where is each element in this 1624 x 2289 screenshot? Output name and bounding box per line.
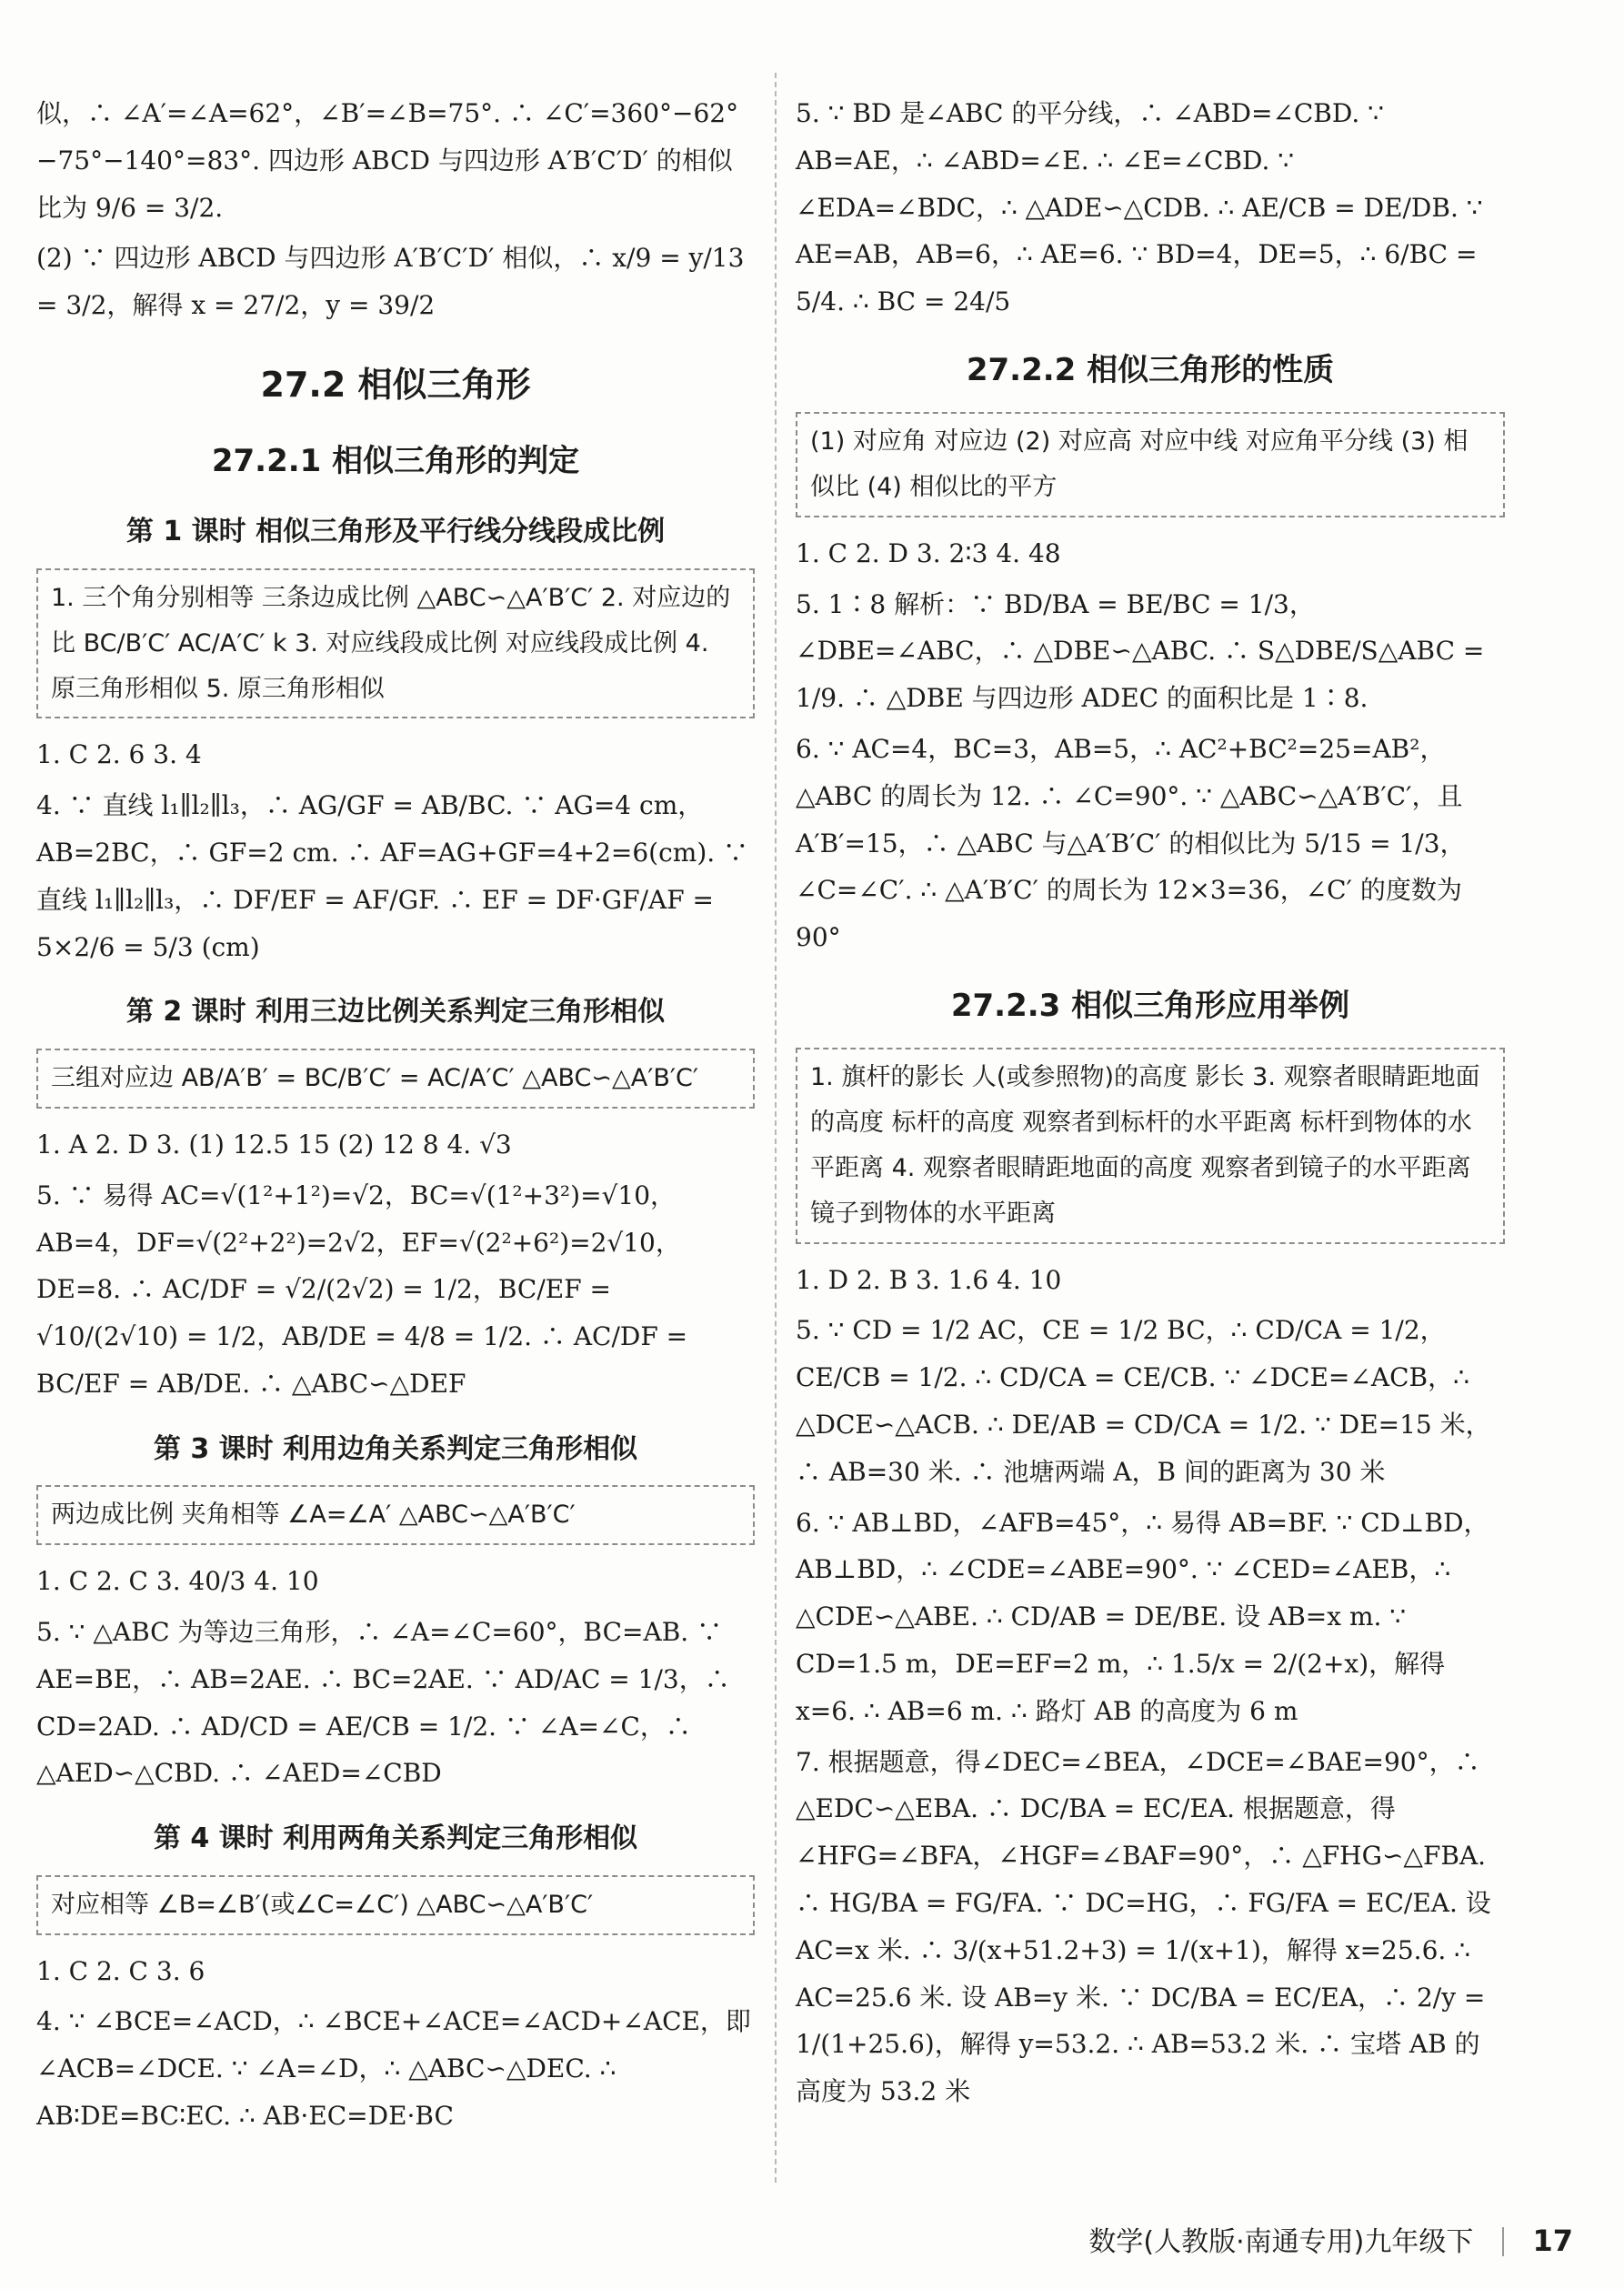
- answer-paragraph: 4. ∵ ∠BCE=∠ACD，∴ ∠BCE+∠ACE=∠ACD+∠ACE，即 ∠ACB=∠DCE. ∵ ∠A=∠D，∴ △ABC∽△DEC. ∴ AB∶DE=BC∶EC. ∴ AB·EC=DE·BC: [36, 2006, 751, 2131]
- answer-paragraph: 6. ∵ AC=4，BC=3，AB=5，∴ AC²+BC²=25=AB²，△ABC 的周长为 12. ∴ ∠C=90°. ∵ △ABC∽△A′B′C′，且 A′B′=15，∴ △ABC 与△A′B′C′ 的相似比为 5/15 = 1/3，∠C=∠C′. ∴ △A′B′C′ 的周长为 12×3=36，∠C′ 的度数为 90°: [796, 733, 1466, 953]
- lesson-title: 第 2 课时 利用三边比例关系判定三角形相似: [125, 996, 666, 1029]
- answer-paragraph: 6. ∵ AB⊥BD，∠AFB=45°，∴ 易得 AB=BF. ∵ CD⊥BD，AB⊥BD，∴ ∠CDE=∠ABE=90°. ∵ ∠CED=∠AEB，∴ △CDE∽△ABE. ∴ CD/AB = DE/BE. 设 AB=x m. ∵ CD=1.5 m，DE=EF=2 m，∴ 1.5/x = 2/(2+x)，解得 x=6. ∴ AB=6 m. ∴ 路灯 AB 的高度为 6 m: [796, 1507, 1489, 1726]
- subsection-title: 27.2.3 相似三角形应用举例: [950, 987, 1350, 1024]
- lesson-title: 第 4 课时 利用两角关系判定三角形相似: [153, 1822, 638, 1855]
- subsection-title: 27.2.2 相似三角形的性质: [966, 351, 1335, 388]
- answer-paragraph: 1. C 2. C 3. 6: [36, 1955, 206, 1986]
- key-points-box: 1. 旗杆的影长 人(或参照物)的高度 影长 3. 观察者眼睛距地面的高度 标杆的高度 观察者到标杆的水平距离 标杆到物体的水平距离 4. 观察者眼睛距地面的高度 观察者到镜子的水平距离 镜子到物体的水平距离: [796, 1048, 1505, 1244]
- column-divider: [775, 73, 777, 2183]
- answer-paragraph: 1. C 2. C 3. 40/3 4. 10: [36, 1566, 319, 1597]
- answer-paragraph: 4. ∵ 直线 l₁∥l₂∥l₃，∴ AG/GF = AB/BC. ∵ AG=4 cm，AB=2BC，∴ GF=2 cm. ∴ AF=AG+GF=4+2=6(cm). ∵ 直线 l₁∥l₂∥l₃，∴ DF/EF = AF/GF. ∴ EF = DF·GF/AF = 5×2/6 = 5/3 (cm): [36, 790, 749, 962]
- answer-paragraph: 5. 1∶8 解析：∵ BD/BA = BE/BC = 1/3，∠DBE=∠ABC，∴ △DBE∽△ABC. ∴ S△DBE/S△ABC = 1/9. ∴ △DBE 与四边形 ADEC 的面积比是 1∶8.: [796, 588, 1485, 714]
- page-footer: [0, 2219, 1573, 2259]
- right-column: [796, 86, 1505, 2119]
- key-points-box: (1) 对应角 对应边 (2) 对应高 对应中线 对应角平分线 (3) 相似比 (4) 相似比的平方: [796, 412, 1505, 517]
- lesson-title: 第 1 课时 相似三角形及平行线分线段成比例: [125, 516, 666, 548]
- answer-paragraph: 1. C 2. D 3. 2∶3 4. 48: [796, 537, 1061, 568]
- left-column: [36, 86, 755, 2143]
- key-points-box: 对应相等 ∠B=∠B′(或∠C=∠C′) △ABC∽△A′B′C′: [36, 1875, 755, 1935]
- footer-separator: [1502, 2227, 1504, 2256]
- subsection-title: 27.2.1 相似三角形的判定: [211, 443, 580, 480]
- answer-paragraph: 7. 根据题意，得∠DEC=∠BEA，∠DCE=∠BAE=90°，∴ △EDC∽△EBA. ∴ DC/BA = EC/EA. 根据题意，得∠HFG=∠BFA，∠HGF=∠BAF=90°，∴ △FHG∽△FBA. ∴ HG/BA = FG/FA. ∵ DC=HG，∴ FG/FA = EC/EA. 设 AC=x 米. ∴ 3/(x+51.2+3) = 1/(x+1)，解得 x=25.6. ∴ AC=25.6 米. 设 AB=y 米. ∵ DC/BA = EC/EA，∴ 2/y = 1/(1+25.6)，解得 y=53.2. ∴ AB=53.2 米. ∴ 宝塔 AB 的高度为 53.2 米: [796, 1746, 1491, 2107]
- answer-paragraph: (2) ∵ 四边形 ABCD 与四边形 A′B′C′D′ 相似，∴ x/9 = y/13 = 3/2，解得 x = 27/2，y = 39/2: [36, 243, 745, 321]
- page-number: 17: [1532, 2224, 1573, 2258]
- answer-paragraph: 似，∴ ∠A′=∠A=62°，∠B′=∠B=75°. ∴ ∠C′=360°−62°−75°−140°=83°. 四边形 ABCD 与四边形 A′B′C′D′ 的相似比为 9/6 = 3/2.: [36, 98, 739, 223]
- lesson-title: 第 3 课时 利用边角关系判定三角形相似: [153, 1432, 638, 1465]
- answer-paragraph: 5. ∵ BD 是∠ABC 的平分线，∴ ∠ABD=∠CBD. ∵ AB=AE，∴ ∠ABD=∠E. ∴ ∠E=∠CBD. ∵ ∠EDA=∠BDC，∴ △ADE∽△CDB. ∴ AE/CB = DE/DB. ∵ AE=AB，AB=6，∴ AE=6. ∵ BD=4，DE=5，∴ 6/BC = 5/4. ∴ BC = 24/5: [796, 98, 1483, 317]
- answer-paragraph: 5. ∵ 易得 AC=√(1²+1²)=√2，BC=√(1²+3²)=√10，AB=4，DF=√(2²+2²)=2√2，EF=√(2²+6²)=2√10，DE=8. ∴ AC/DF = √2/(2√2) = 1/2，BC/EF = √10/(2√10) = 1/2，AB/DE = 4/8 = 1/2. ∴ AC/DF = BC/EF = AB/DE. ∴ △ABC∽△DEF: [36, 1180, 688, 1399]
- answer-paragraph: 5. ∵ CD = 1/2 AC，CE = 1/2 BC，∴ CD/CA = 1/2，CE/CB = 1/2. ∴ CD/CA = CE/CB. ∵ ∠DCE=∠ACB，∴ △DCE∽△ACB. ∴ DE/AB = CD/CA = 1/2. ∵ DE=15 米，∴ AB=30 米. ∴ 池塘两端 A，B 间的距离为 30 米: [796, 1315, 1491, 1487]
- footer-subject: 数学(人教版·南通专用)九年级下: [1088, 2226, 1474, 2258]
- answer-paragraph: 5. ∵ △ABC 为等边三角形，∴ ∠A=∠C=60°，BC=AB. ∵ AE=BE，∴ AB=2AE. ∴ BC=2AE. ∵ AD/AC = 1/3，∴ CD=2AD. ∴ AD/CD = AE/CB = 1/2. ∵ ∠A=∠C，∴ △AED∽△CBD. ∴ ∠AED=∠CBD: [36, 1616, 730, 1789]
- key-points-box: 两边成比例 夹角相等 ∠A=∠A′ △ABC∽△A′B′C′: [36, 1485, 755, 1545]
- answer-paragraph: 1. C 2. 6 3. 4: [36, 739, 202, 770]
- key-points-box: 1. 三个角分别相等 三条边成比例 △ABC∽△A′B′C′ 2. 对应边的比 BC/B′C′ AC/A′C′ k 3. 对应线段成比例 对应线段成比例 4. 原三角形相似 5. 原三角形相似: [36, 568, 755, 719]
- key-points-box: 三组对应边 AB/A′B′ = BC/B′C′ = AC/A′C′ △ABC∽△A′B′C′: [36, 1049, 755, 1109]
- answer-paragraph: 1. A 2. D 3. (1) 12.5 15 (2) 12 8 4. √3: [36, 1129, 512, 1160]
- answer-paragraph: 1. D 2. B 3. 1.6 4. 10: [796, 1264, 1062, 1295]
- section-title: 27.2 相似三角形: [260, 364, 531, 405]
